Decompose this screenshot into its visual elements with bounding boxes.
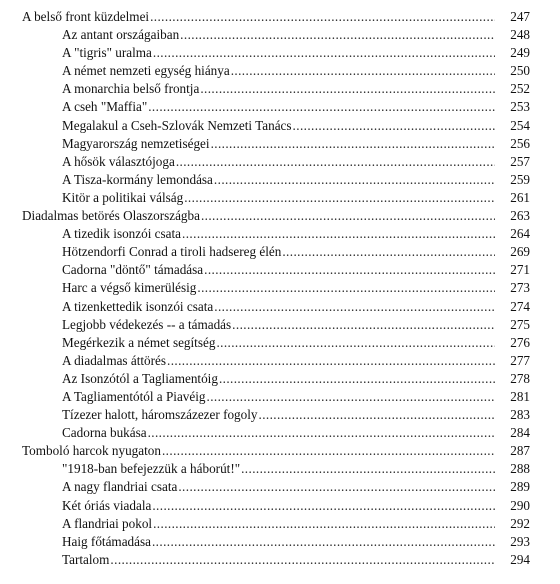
dot-leader [150,8,495,26]
toc-entry-page-number: 276 [510,334,530,350]
toc-entry-page-number: 247 [510,9,530,24]
dot-leader [219,370,495,388]
toc-entry-title: Cadorna "döntő" támadása [62,262,204,278]
toc-entry-title: A "tigris" uralma [62,45,152,61]
toc-entry-page-number: 284 [510,425,530,441]
toc-entry-title: Kitör a politikai válság [62,189,184,205]
toc-section-entry [0,80,560,98]
toc-section-entry [0,533,560,551]
toc-entry-page-number: 292 [510,515,530,531]
toc-entry-title: A diadalmas áttörés [62,352,167,368]
dot-leader [293,117,495,135]
toc-entry-page-number: 277 [510,352,530,368]
toc-section-entry [0,243,560,261]
dot-leader [178,478,495,496]
dot-leader [182,225,495,243]
toc-section-entry [0,478,560,496]
toc-section-entry [0,334,560,352]
toc-section-entry [0,551,560,569]
toc-entry-page-number: 256 [510,135,530,151]
toc-entry-page-number: 249 [510,45,530,61]
toc-entry-title: Tomboló harcok nyugaton [22,443,161,459]
dot-leader [282,243,495,261]
toc-entry-title: Megalakul a Cseh-Szlovák Nemzeti Tanács [62,117,292,133]
dot-leader [241,460,495,478]
toc-entry-page-number: 250 [510,63,530,79]
toc-section-entry [0,98,560,116]
toc-entry-title: A tizenkettedik isonzói csata [62,298,214,314]
toc-section-entry [0,388,560,406]
toc-entry-title: Megérkezik a német segítség [62,334,216,350]
dot-leader [197,279,495,297]
toc-entry-title: Harc a végső kimerülésig [62,280,197,296]
toc-entry-page-number: 264 [510,226,530,242]
toc-entry-page-number: 263 [510,208,530,224]
toc-entry-title: A Tisza-kormány lemondása [62,171,213,187]
toc-entry-page-number: 254 [510,117,530,133]
toc-section-entry [0,189,560,207]
toc-section-entry [0,460,560,478]
dot-leader [201,207,495,225]
toc-entry-title: Legjobb védekezés -- a támadás [62,316,232,332]
toc-section-entry [0,117,560,135]
toc-section-entry [0,279,560,297]
toc-section-entry [0,62,560,80]
toc-section-entry [0,497,560,515]
dot-leader [152,497,495,515]
toc-section-entry [0,135,560,153]
dot-leader [180,26,495,44]
toc-section-entry [0,370,560,388]
dot-leader [152,533,495,551]
toc-entry-title: A belső front küzdelmei [22,9,150,24]
toc-entry-page-number: 289 [510,479,530,495]
toc-entry-title: Magyarország nemzetiségei [62,135,210,151]
dot-leader [176,153,495,171]
dot-leader [200,80,495,98]
toc-section-entry [0,515,560,533]
toc-entry-title: Két óriás viadala [62,497,152,513]
dot-leader [259,406,495,424]
toc-entry-page-number: 287 [510,443,530,459]
dot-leader [153,44,495,62]
toc-section-entry [0,316,560,334]
toc-entry-title: A monarchia belső frontja [62,81,200,97]
toc-entry-page-number: 290 [510,497,530,513]
toc-section-entry [0,424,560,442]
toc-section-entry [0,44,560,62]
toc-entry-title: A cseh "Maffia" [62,99,148,115]
toc-entry-title: Az antant országaiban [62,27,180,43]
toc-section-entry [0,261,560,279]
toc-entry-page-number: 261 [510,189,530,205]
dot-leader [184,189,495,207]
dot-leader [204,261,495,279]
dot-leader [231,62,495,80]
toc-section-entry [0,406,560,424]
toc-entry-page-number: 253 [510,99,530,115]
toc-entry-page-number: 252 [510,81,530,97]
toc-entry-page-number: 273 [510,280,530,296]
toc-entry-title: Hötzendorfi Conrad a tiroli hadsereg élén [62,244,282,260]
dot-leader [110,551,495,569]
toc-section-entry [0,298,560,316]
toc-section-entry [0,225,560,243]
toc-entry-title: A Tagliamentótól a Piavéig [62,388,206,404]
dot-leader [148,98,495,116]
toc-chapter-entry [0,207,560,225]
toc-entry-page-number: 271 [510,262,530,278]
toc-entry-title: Cadorna bukása [62,425,147,441]
toc-entry-page-number: 269 [510,244,530,260]
toc-entry-title: Tartalom [62,551,110,567]
toc-section-entry [0,153,560,171]
toc-entry-title: "1918-ban befejezzük a háborút!" [62,461,241,477]
dot-leader [207,388,495,406]
toc-entry-page-number: 278 [510,370,530,386]
toc-entry-page-number: 275 [510,316,530,332]
dot-leader [214,298,495,316]
dot-leader [148,424,495,442]
toc-entry-page-number: 283 [510,407,530,423]
table-of-contents [0,8,560,569]
dot-leader [162,442,495,460]
toc-entry-page-number: 294 [510,551,530,567]
toc-entry-page-number: 288 [510,461,530,477]
toc-chapter-entry [0,442,560,460]
toc-entry-page-number: 293 [510,533,530,549]
toc-chapter-entry [0,8,560,26]
dot-leader [167,352,495,370]
dot-leader [232,316,495,334]
toc-entry-page-number: 274 [510,298,530,314]
toc-entry-title: Diadalmas betörés Olaszországba [22,208,200,224]
dot-leader [214,171,495,189]
toc-entry-title: A flandriai pokol [62,515,153,531]
dot-leader [216,334,495,352]
toc-section-entry [0,352,560,370]
toc-entry-title: A hősök választójoga [62,153,175,169]
toc-entry-title: A tizedik isonzói csata [62,226,182,242]
toc-section-entry [0,171,560,189]
toc-entry-page-number: 257 [510,153,530,169]
toc-entry-page-number: 248 [510,27,530,43]
toc-section-entry [0,26,560,44]
toc-entry-title: A német nemzeti egység hiánya [62,63,230,79]
toc-entry-page-number: 281 [510,388,530,404]
toc-entry-title: A nagy flandriai csata [62,479,178,495]
toc-entry-title: Haig főtámadása [62,533,151,549]
toc-entry-title: Az Isonzótól a Tagliamentóig [62,370,218,386]
toc-entry-page-number: 259 [510,171,530,187]
dot-leader [153,515,495,533]
toc-entry-title: Tízezer halott, háromszázezer fogoly [62,407,258,423]
dot-leader [211,135,495,153]
